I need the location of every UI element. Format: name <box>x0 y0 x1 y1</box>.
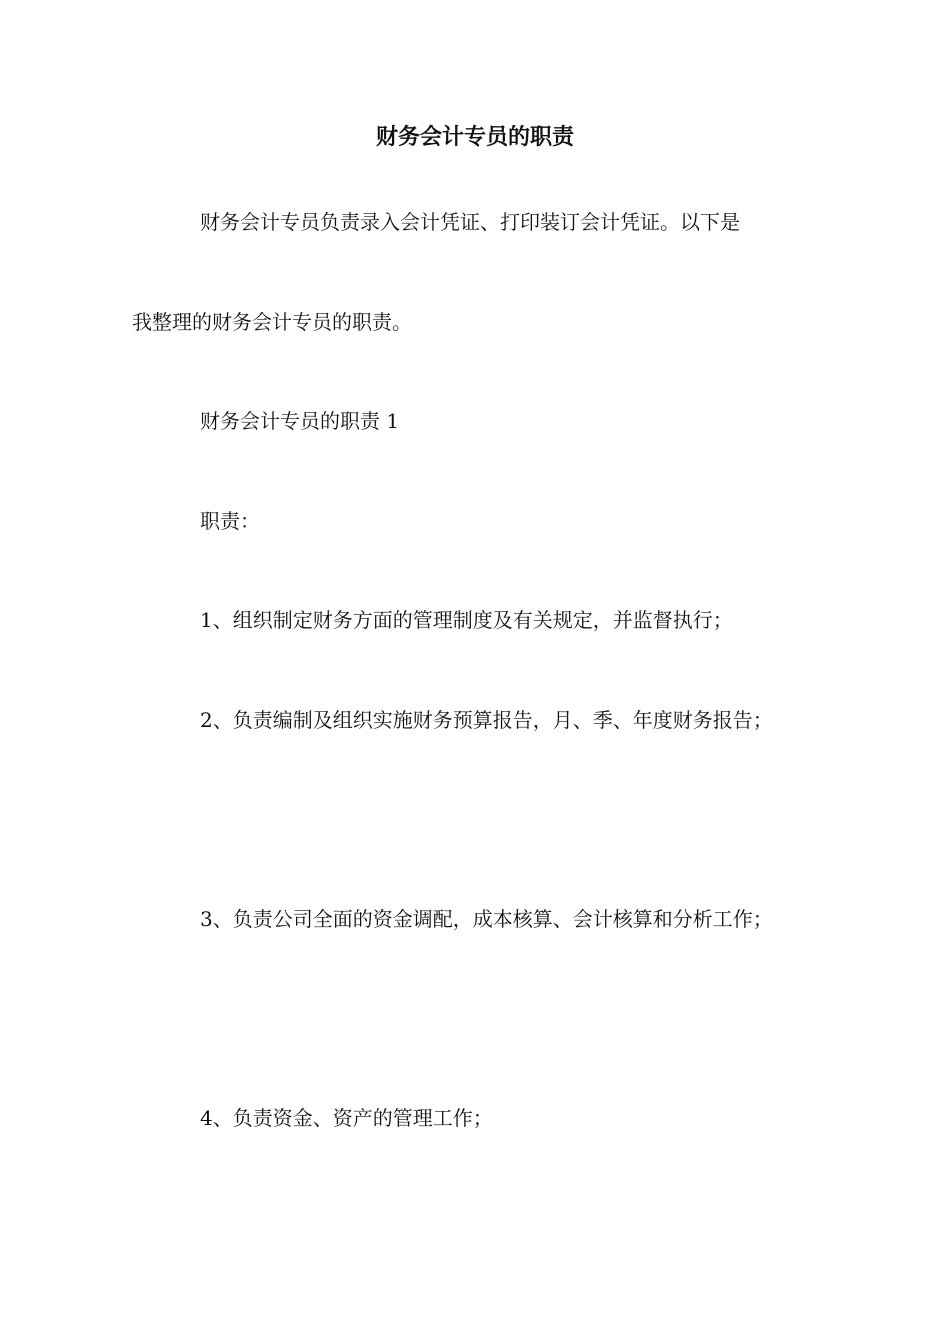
duties-label: 职责： <box>200 509 260 533</box>
page-title: 财务会计专员的职责 <box>375 125 574 150</box>
duty-item: 4、负责资金、资产的管理工作； <box>200 1106 493 1130</box>
intro-paragraph-line-1: 财务会计专员负责录入会计凭证、打印装订会计凭证。以下是 <box>200 210 740 234</box>
intro-paragraph-line-2: 我整理的财务会计专员的职责。 <box>132 310 412 334</box>
duty-item: 3、负责公司全面的资金调配，成本核算、会计核算和分析工作； <box>200 907 773 931</box>
section-heading: 财务会计专员的职责 1 <box>200 409 400 433</box>
duty-item: 1、组织制定财务方面的管理制度及有关规定，并监督执行； <box>200 608 733 632</box>
duty-item: 2、负责编制及组织实施财务预算报告，月、季、年度财务报告； <box>200 708 773 732</box>
